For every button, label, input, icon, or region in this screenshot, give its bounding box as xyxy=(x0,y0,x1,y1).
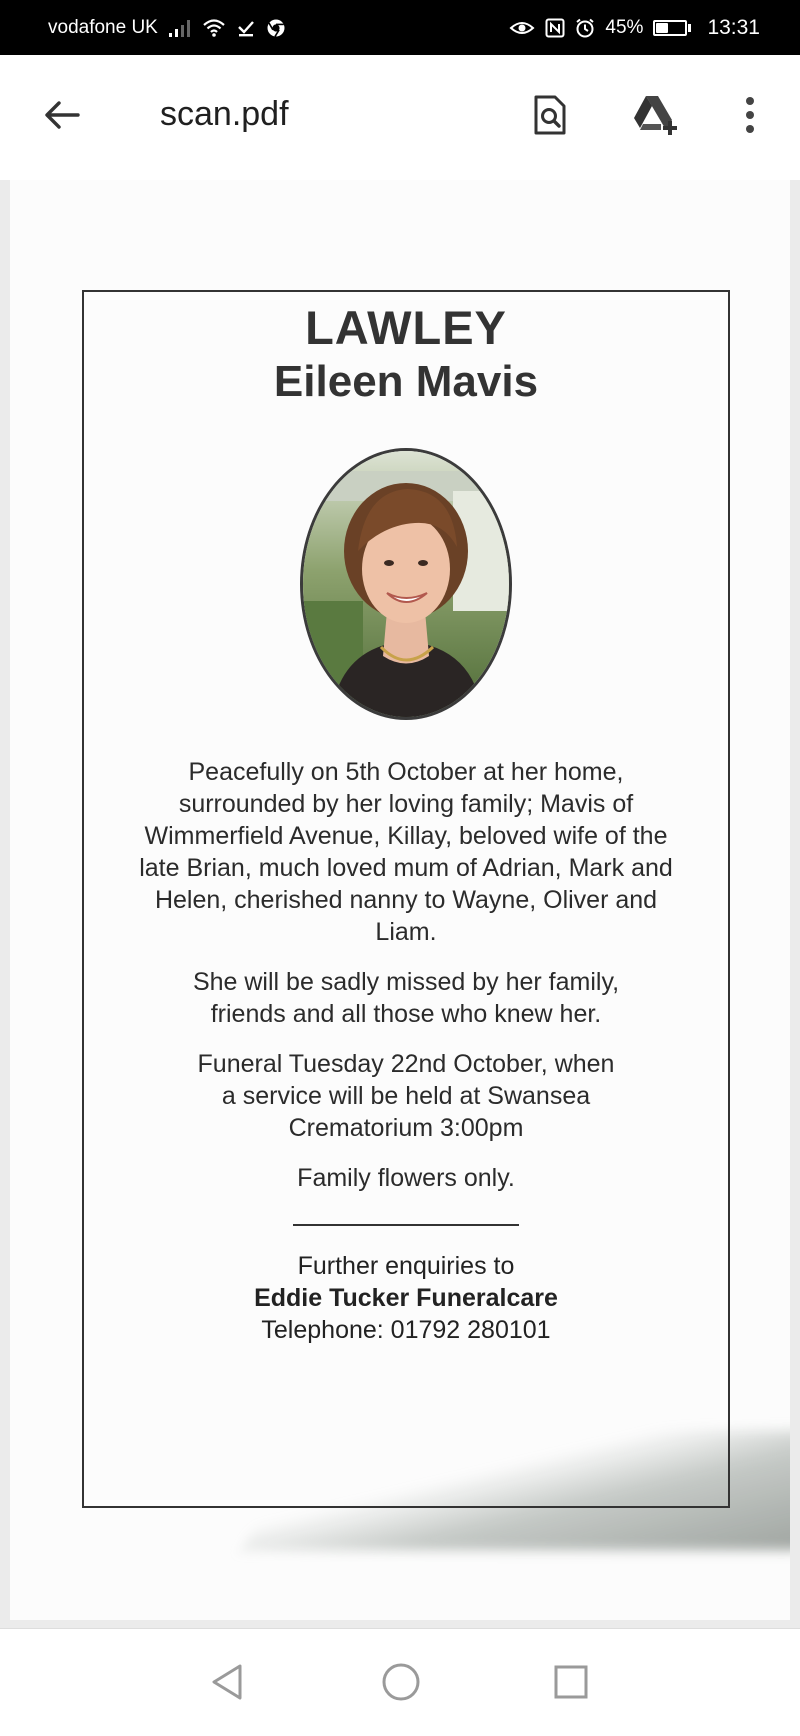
add-to-drive-button[interactable] xyxy=(630,91,682,143)
home-circle-icon xyxy=(381,1662,421,1707)
more-vert-icon xyxy=(745,96,755,139)
wifi-icon xyxy=(202,18,226,38)
notice-paragraph-2: She will be sadly missed by her family, friends and all those who knew her. xyxy=(192,968,620,1028)
document-title: scan.pdf xyxy=(160,95,289,133)
eye-comfort-icon xyxy=(509,19,535,37)
battery-icon xyxy=(653,20,691,36)
back-arrow-icon xyxy=(44,100,80,135)
back-button[interactable] xyxy=(38,93,86,141)
find-in-page-button[interactable] xyxy=(524,91,576,143)
signal-icon xyxy=(168,19,192,37)
more-options-button[interactable] xyxy=(724,91,776,143)
notice-divider xyxy=(293,1224,519,1226)
add-to-drive-icon xyxy=(631,94,681,141)
recents-square-icon xyxy=(553,1664,589,1705)
nav-recents-button[interactable] xyxy=(546,1659,596,1709)
funeral-director: Eddie Tucker Funeralcare xyxy=(254,1284,558,1312)
nfc-icon xyxy=(545,18,565,38)
alarm-icon xyxy=(575,18,595,38)
navigation-bar xyxy=(0,1628,800,1736)
status-left xyxy=(48,17,286,39)
battery-fill xyxy=(656,23,668,33)
nav-back-button[interactable] xyxy=(202,1659,252,1709)
notice-paragraph-1: Peacefully on 5th October at her home, surrounded by her loving family; Mavis of Wimmerfield Avenue, Killay, beloved wife of the late Brian, much loved mum of Adrian, Mark and Helen, cherished nanny to Wayne, Oliver and Liam. xyxy=(139,758,673,946)
nav-home-button[interactable] xyxy=(376,1659,426,1709)
back-triangle-icon xyxy=(210,1663,244,1706)
find-in-page-icon xyxy=(533,94,567,141)
surname: LAWLEY xyxy=(305,301,507,354)
enquiries-block xyxy=(84,1250,728,1346)
battery-body xyxy=(653,20,687,36)
status-bar xyxy=(0,0,800,55)
download-done-icon xyxy=(236,18,256,38)
enquiries-label: Further enquiries to xyxy=(297,1252,515,1280)
clock: 13:31 xyxy=(707,15,760,39)
status-right xyxy=(509,16,760,40)
battery-percent: 45% xyxy=(605,16,644,38)
chrome-icon xyxy=(266,18,286,38)
battery-tip xyxy=(688,24,691,32)
notice-paragraph-3: Funeral Tuesday 22nd October, when a service will be held at Swansea Crematorium 3:00pm xyxy=(197,1050,615,1142)
pdf-page xyxy=(10,180,790,1620)
obituary-notice xyxy=(82,290,730,1508)
carrier-name: vodafone UK xyxy=(48,16,158,38)
telephone: Telephone: 01792 280101 xyxy=(261,1316,551,1344)
pdf-viewer[interactable] xyxy=(0,180,800,1628)
forenames: Eileen Mavis xyxy=(273,357,539,406)
app-bar xyxy=(0,55,800,180)
portrait-photo xyxy=(300,448,512,720)
notice-paragraph-4: Family flowers only. xyxy=(297,1164,515,1192)
